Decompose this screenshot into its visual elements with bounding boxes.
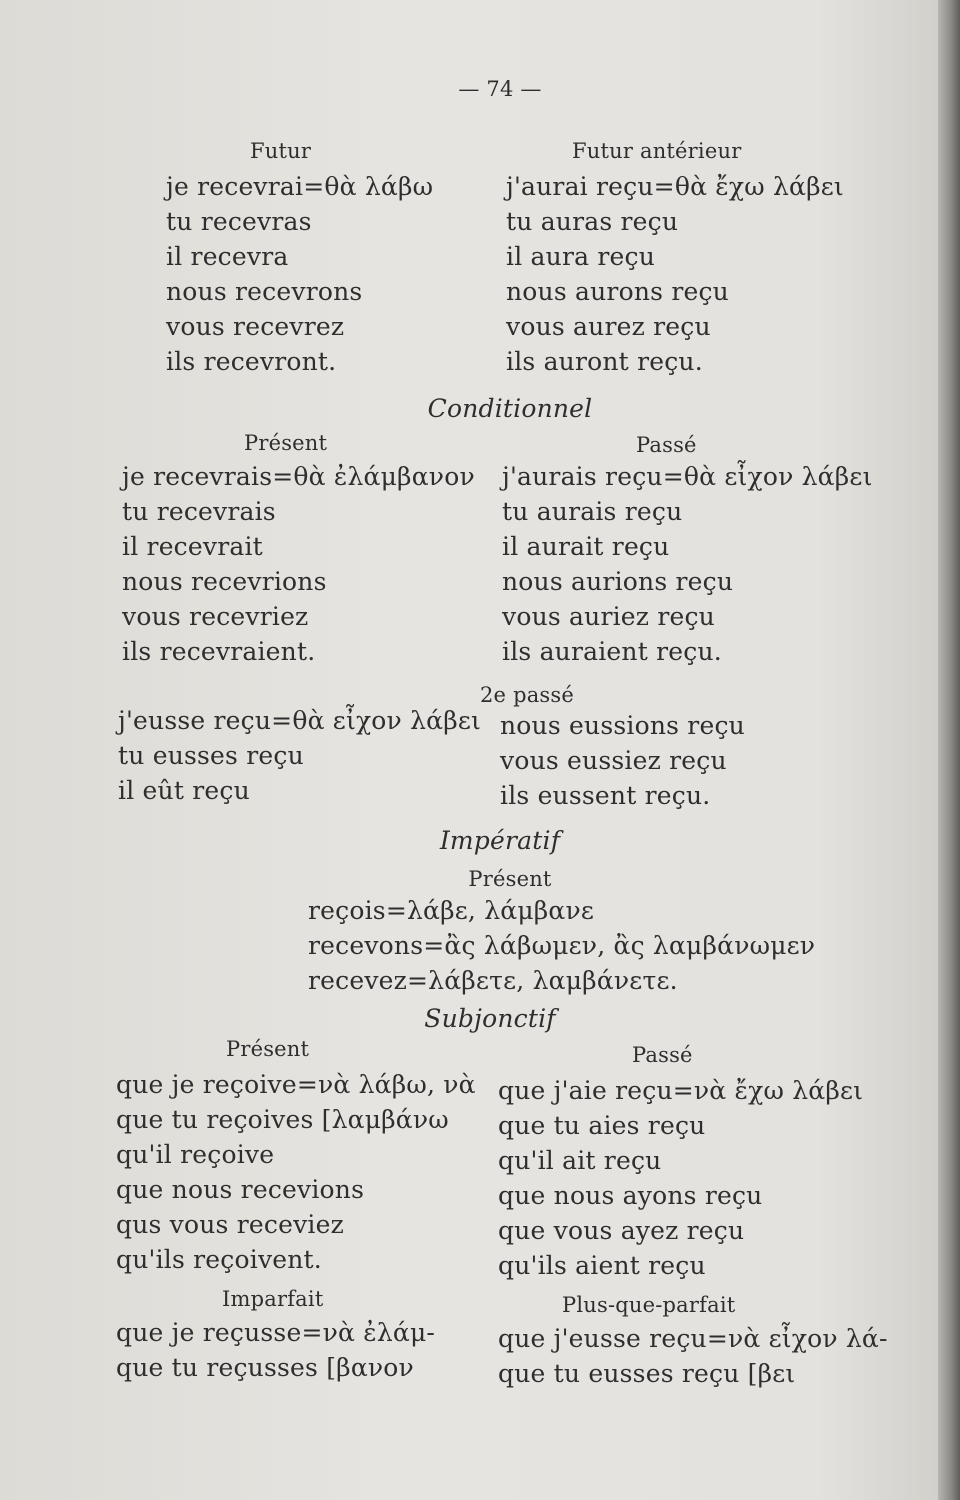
conditionnel-passe2-right-line-3: ils eussent reçu. [500, 781, 711, 810]
conditionnel-passe-line-5: vous auriez reçu [502, 602, 715, 631]
subjonctif-imparfait-line-1: que je reçusse=νὰ ἐλάμ- [116, 1318, 436, 1347]
futur-anterieur-line-2: tu auras reçu [506, 207, 679, 236]
conditionnel-passe2-left-line-3: il eût reçu [118, 776, 250, 805]
conditionnel-present-line-5: vous recevriez [122, 602, 309, 631]
conditionnel-present-line-3: il recevrait [122, 532, 263, 561]
conditionnel-passe2-right-line-1: nous eussions reçu [500, 711, 745, 740]
futur-line-2: tu recevras [166, 207, 312, 236]
subjonctif-passe-line-6: qu'ils aient reçu [498, 1251, 706, 1280]
conditionnel-passe-line-6: ils auraient reçu. [502, 637, 722, 666]
conditionnel-present-line-4: nous recevrions [122, 567, 327, 596]
futur-line-1: je recevrai=θὰ λάβω [166, 172, 434, 201]
conditionnel-present-line-2: tu recevrais [122, 497, 276, 526]
subjonctif-present-line-5: qus vous receviez [116, 1210, 344, 1239]
conditionnel-passe-heading: Passé [636, 433, 697, 457]
conditionnel-passe-line-3: il aurait reçu [502, 532, 670, 561]
page-edge-shadow [938, 0, 960, 1500]
page-number: — 74 — [458, 77, 542, 101]
futur-anterieur-line-6: ils auront reçu. [506, 347, 703, 376]
subjonctif-passe-line-3: qu'il ait reçu [498, 1146, 662, 1175]
futur-anterieur-line-5: vous aurez reçu [506, 312, 711, 341]
futur-anterieur-heading: Futur antérieur [572, 139, 742, 163]
subjonctif-imparfait-line-2: que tu reçusses [βανον [116, 1353, 414, 1382]
conditionnel-present-heading: Présent [244, 431, 328, 455]
conditionnel-passe-line-4: nous aurions reçu [502, 567, 734, 596]
futur-anterieur-line-4: nous aurons reçu [506, 277, 729, 306]
imperatif-line-3: recevez=λάβετε, λαμβάνετε. [308, 966, 678, 995]
futur-anterieur-line-1: j'aurai reçu=θὰ ἔχω λάβει [506, 172, 844, 201]
conditionnel-passe2-left-line-2: tu eusses reçu [118, 741, 304, 770]
subjonctif-present-heading: Présent [226, 1037, 310, 1061]
futur-line-4: nous recevrons [166, 277, 363, 306]
subjonctif-passe-line-2: que tu aies reçu [498, 1111, 706, 1140]
futur-anterieur-line-3: il aura reçu [506, 242, 655, 271]
subjonctif-present-line-4: que nous recevions [116, 1175, 365, 1204]
subjonctif-present-line-2: que tu reçoives [λαμβάνω [116, 1105, 449, 1134]
futur-heading: Futur [250, 139, 312, 163]
imperatif-present-heading: Présent [468, 867, 552, 891]
subjonctif-passe-heading: Passé [632, 1043, 693, 1067]
subjonctif-passe-line-5: que vous ayez reçu [498, 1216, 745, 1245]
conditionnel-passe2-heading: 2e passé [480, 683, 575, 707]
conditionnel-passe2-left-line-1: j'eusse reçu=θὰ εἶχον λάβει [118, 706, 482, 735]
imperatif-heading: Impératif [439, 826, 561, 855]
subjonctif-passe-line-1: que j'aie reçu=νὰ ἔχω λάβει [498, 1076, 864, 1105]
subjonctif-imparfait-heading: Imparfait [222, 1287, 324, 1311]
conditionnel-present-line-1: je recevrais=θὰ ἐλάμβανον [122, 462, 475, 491]
imperatif-line-1: reçois=λάβε, λάμβανε [308, 896, 595, 925]
futur-line-5: vous recevrez [166, 312, 345, 341]
conditionnel-passe2-right-line-2: vous eussiez reçu [500, 746, 727, 775]
subjonctif-plus-que-parfait-line-1: que j'eusse reçu=νὰ εἶχον λά- [498, 1324, 888, 1353]
subjonctif-passe-line-4: que nous ayons reçu [498, 1181, 763, 1210]
subjonctif-present-line-1: que je reçoive=νὰ λάβω, νὰ [116, 1070, 476, 1099]
futur-line-3: il recevra [166, 242, 289, 271]
conditionnel-passe-line-2: tu aurais reçu [502, 497, 683, 526]
subjonctif-heading: Subjonctif [424, 1004, 556, 1033]
conditionnel-present-line-6: ils recevraient. [122, 637, 316, 666]
imperatif-line-2: recevons=ἂς λάβωμεν, ἂς λαμβάνωμεν [308, 931, 816, 960]
subjonctif-plus-que-parfait-line-2: que tu eusses reçu [βει [498, 1359, 796, 1388]
conditionnel-passe-line-1: j'aurais reçu=θὰ εἶχον λάβει [502, 462, 873, 491]
subjonctif-present-line-6: qu'ils reçoivent. [116, 1245, 322, 1274]
subjonctif-plus-que-parfait-heading: Plus-que-parfait [562, 1293, 736, 1317]
futur-line-6: ils recevront. [166, 347, 337, 376]
conditionnel-heading: Conditionnel [427, 394, 593, 423]
subjonctif-present-line-3: qu'il reçoive [116, 1140, 275, 1169]
